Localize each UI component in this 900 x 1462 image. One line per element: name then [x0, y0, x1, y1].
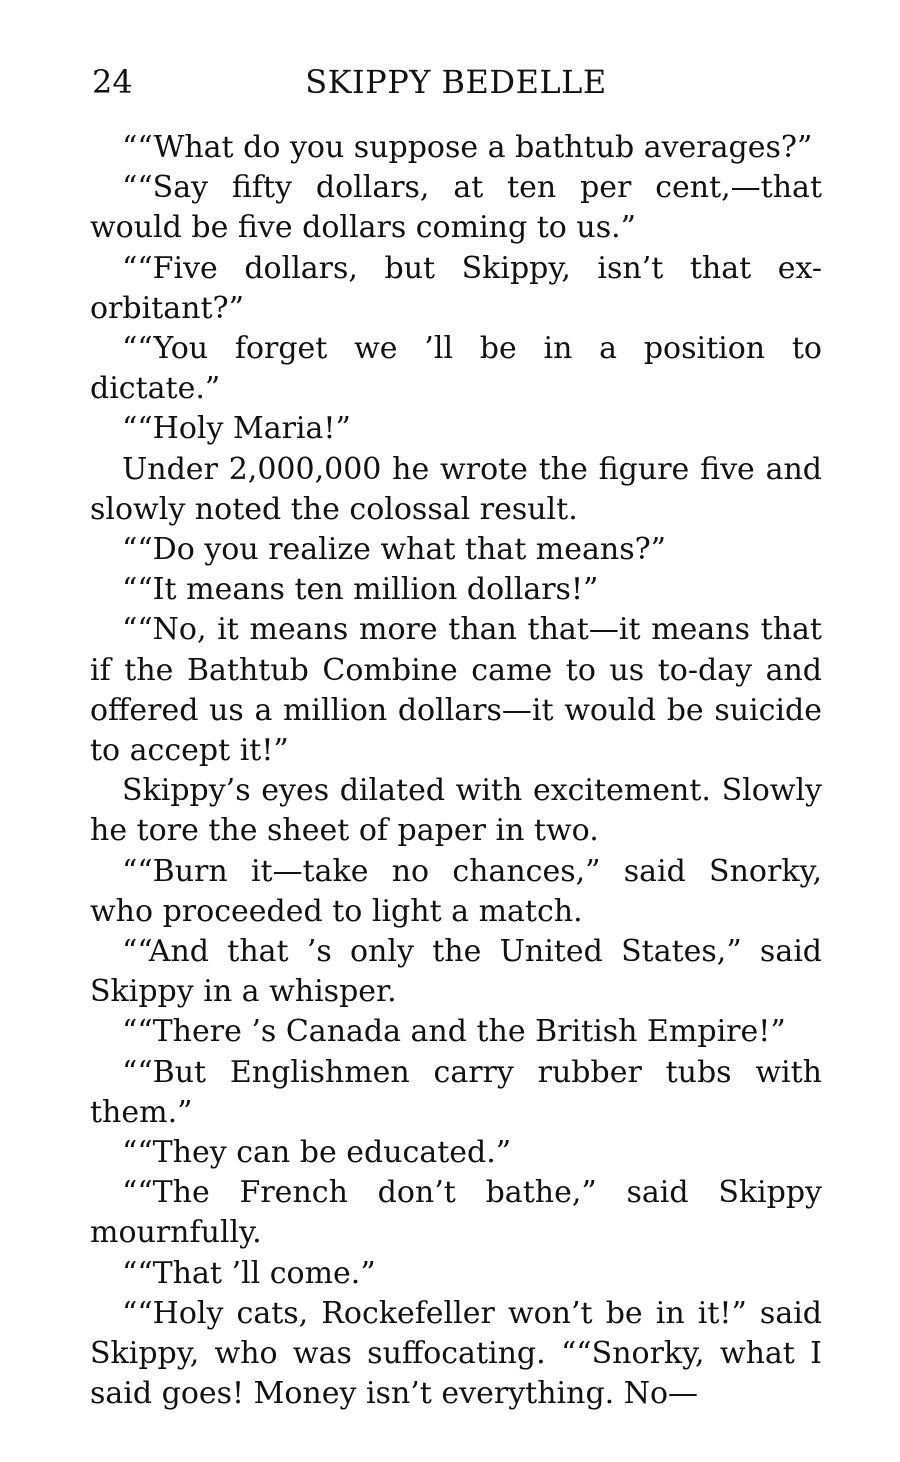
page-number: 24 [92, 63, 133, 101]
paragraph: ““There ’s Canada and the British Empire!” [122, 1014, 786, 1050]
body-text [90, 128, 822, 1415]
paragraph: ““Do you realize what that means?” [122, 532, 667, 568]
paragraph: Under 2,000,000 he wrote the figure five and slowly noted the colossal result. [90, 451, 822, 527]
paragraph: ““What do you suppose a bathtub averages?” [122, 130, 813, 165]
book-page [90, 56, 822, 1415]
paragraph: ““Burn it—take no chances,” said Snorky, who proceeded to light a match. [90, 853, 822, 929]
paragraph: Skippy’s eyes dilated with excitement. Slowly he tore the sheet of paper in two. [90, 773, 822, 849]
paragraph: ““They can be educated.” [122, 1135, 512, 1171]
paragraph: ““It means ten million dollars!” [122, 572, 599, 608]
running-title: SKIPPY BEDELLE [305, 63, 607, 101]
paragraph: ““That ’ll come.” [122, 1255, 376, 1291]
paragraph: ““You forget we ’ll be in a position to dictate.” [90, 331, 822, 407]
paragraph: ““But Englishmen carry rubber tubs with them.” [90, 1054, 822, 1130]
paragraph: ““Say fifty dollars, at ten per cent,—that would be five dollars coming to us.” [90, 170, 822, 246]
paragraph: ““Holy cats, Rockefeller won’t be in it!” said Skippy, who was suffocating. ““Snorky, what I said goes! Money isn’t everything. No— [90, 1295, 822, 1412]
paragraph: ““And that ’s only the United States,” said Skippy in a whisper. [90, 934, 822, 1010]
paragraph: ““No, it means more than that—it means that if the Bathtub Combine came to us to-day and offered us a million dollars—it would be suicide to accept it!” [90, 612, 822, 769]
paragraph: ““The French don’t bathe,” said Skippy mournfully. [90, 1175, 822, 1251]
page-header [90, 56, 822, 108]
paragraph: ““Five dollars, but Skippy, isn’t that ex-orbitant?” [90, 250, 822, 326]
paragraph: ““Holy Maria!” [122, 411, 351, 447]
